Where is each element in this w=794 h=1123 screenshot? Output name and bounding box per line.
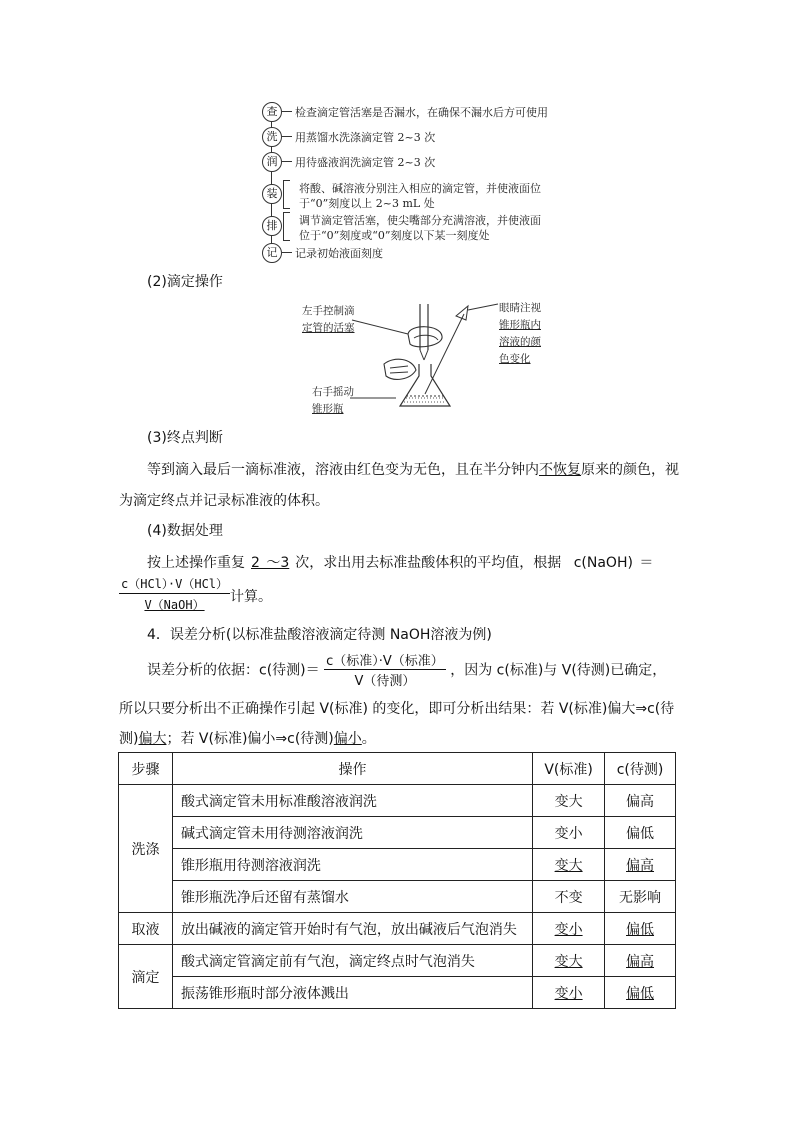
- figure-label-left-hand: 左手控制滴 定管的活塞: [302, 305, 355, 334]
- operation-cell: 锥形瓶用待测溶液润洗: [172, 849, 532, 881]
- flow-step-text: 用待盛液润洗滴定管 2~3 次: [295, 156, 436, 169]
- table-row: [119, 849, 676, 881]
- header-operation: 操作: [172, 753, 532, 785]
- operation-cell: 碱式滴定管未用待测溶液润洗: [172, 817, 532, 849]
- table-row: [119, 977, 676, 1009]
- figure-label-right-hand: 右手摇动 锥形瓶: [312, 386, 354, 415]
- flow-step-rinse: 润: [262, 152, 282, 172]
- flow-step-text: 于“0”刻度以上 2~3 mL 处: [299, 197, 435, 210]
- paragraph-error-cont: 所以只要分析出不正确操作引起 V(标准) 的变化，即可分析出结果：若 V(标准)偏大⇒c(待: [119, 701, 675, 717]
- titration-illustration: [350, 298, 500, 416]
- figure-label-eyes: 眼睛注视 锥形瓶内 溶液的颜 色变化: [499, 302, 541, 365]
- flow-step-text: 调节滴定管活塞，使尖嘴部分充满溶液，并使液面: [299, 214, 541, 227]
- c-cell: 偏低: [605, 913, 676, 945]
- flow-arrow: [282, 111, 292, 112]
- flow-step-text: 检查滴定管活塞是否漏水，在确保不漏水后方可使用: [295, 106, 548, 119]
- flow-arrow: [282, 252, 292, 253]
- operation-cell: 振荡锥形瓶时部分液体溅出: [172, 977, 532, 1009]
- formula-error: [324, 650, 446, 689]
- v-cell: 变小: [533, 817, 605, 849]
- flow-step-text: 用蒸馏水洗涤滴定管 2~3 次: [295, 131, 436, 144]
- formula-denominator: V（NaOH）: [144, 598, 205, 612]
- table-row: [119, 913, 676, 945]
- flow-step-expel: 排: [262, 216, 282, 236]
- v-cell: 变大: [533, 945, 605, 977]
- section-heading: 4．误差分析(以标准盐酸溶液滴定待测 NaOH溶液为例): [147, 627, 492, 643]
- table-row: [119, 881, 676, 913]
- formula-naoh: c（HCl）·V（HCl） V（NaOH） 计算。: [121, 577, 273, 612]
- v-cell: 变小: [533, 913, 605, 945]
- section-heading: (2)滴定操作: [147, 274, 223, 290]
- c-cell: 偏低: [605, 977, 676, 1009]
- paragraph-error-basis: 误差分析的依据：c(待测)＝ c（标准）·V（标准） V（待测） ，因为 c(标准)与 V(待测)已确定，: [147, 650, 666, 689]
- step-cell: 洗涤: [119, 785, 173, 913]
- formula-numerator: c（HCl）·V（HCl）: [119, 575, 230, 594]
- step-cell: 取液: [119, 913, 173, 945]
- step-cell: 滴定: [119, 945, 173, 1009]
- c-cell: 偏高: [605, 785, 676, 817]
- table-row: [119, 817, 676, 849]
- flow-step-text: 将酸、碱溶液分别注入相应的滴定管，并使液面位: [299, 182, 541, 195]
- table-row: [119, 945, 676, 977]
- operation-cell: 酸式滴定管未用标准酸溶液润洗: [172, 785, 532, 817]
- flow-step-text: 位于“0”刻度或“0”刻度以下某一刻度处: [299, 229, 490, 242]
- flow-step-text: 记录初始液面刻度: [295, 247, 383, 260]
- v-cell: 不变: [533, 881, 605, 913]
- paragraph-error-cont2: 测)偏大；若 V(标准)偏小⇒c(待测)偏小。: [119, 731, 376, 747]
- error-analysis-table: [118, 752, 676, 1009]
- c-cell: 无影响: [605, 881, 676, 913]
- flow-step-check: 查: [262, 102, 282, 122]
- header-step: 步骤: [119, 753, 173, 785]
- header-v-standard: V(标准): [533, 753, 605, 785]
- flow-brace: [283, 212, 290, 241]
- paragraph-endpoint-cont: 为滴定终点并记录标准液的体积。: [119, 493, 329, 509]
- c-cell: 偏高: [605, 945, 676, 977]
- table-row: [119, 785, 676, 817]
- flow-step-wash: 洗: [262, 127, 282, 147]
- operation-cell: 锥形瓶洗净后还留有蒸馏水: [172, 881, 532, 913]
- v-cell: 变大: [533, 849, 605, 881]
- paragraph-data: 按上述操作重复 2 ～3 次，求出用去标准盐酸体积的平均值，根据 c(NaOH) ＝: [147, 555, 654, 571]
- section-heading: (4)数据处理: [147, 523, 223, 539]
- operation-cell: 放出碱液的滴定管开始时有气泡，放出碱液后气泡消失: [172, 913, 532, 945]
- flow-arrow: [282, 136, 292, 137]
- flow-step-fill: 装: [262, 184, 282, 204]
- flow-step-record: 记: [262, 243, 282, 263]
- paragraph-endpoint: 等到滴入最后一滴标准液，溶液由红色变为无色，且在半分钟内不恢复原来的颜色，视: [147, 462, 679, 478]
- v-cell: 变小: [533, 977, 605, 1009]
- formula-numerator: c（标准）·V（标准）: [324, 650, 446, 670]
- section-heading: (3)终点判断: [147, 430, 223, 446]
- operation-cell: 酸式滴定管滴定前有气泡，滴定终点时气泡消失: [172, 945, 532, 977]
- formula-denominator: V（待测）: [354, 674, 416, 689]
- c-cell: 偏高: [605, 849, 676, 881]
- flow-arrow: [282, 161, 292, 162]
- table-header-row: [119, 753, 676, 785]
- v-cell: 变大: [533, 785, 605, 817]
- flow-brace: [283, 180, 290, 209]
- c-cell: 偏低: [605, 817, 676, 849]
- header-c-sample: c(待测): [605, 753, 676, 785]
